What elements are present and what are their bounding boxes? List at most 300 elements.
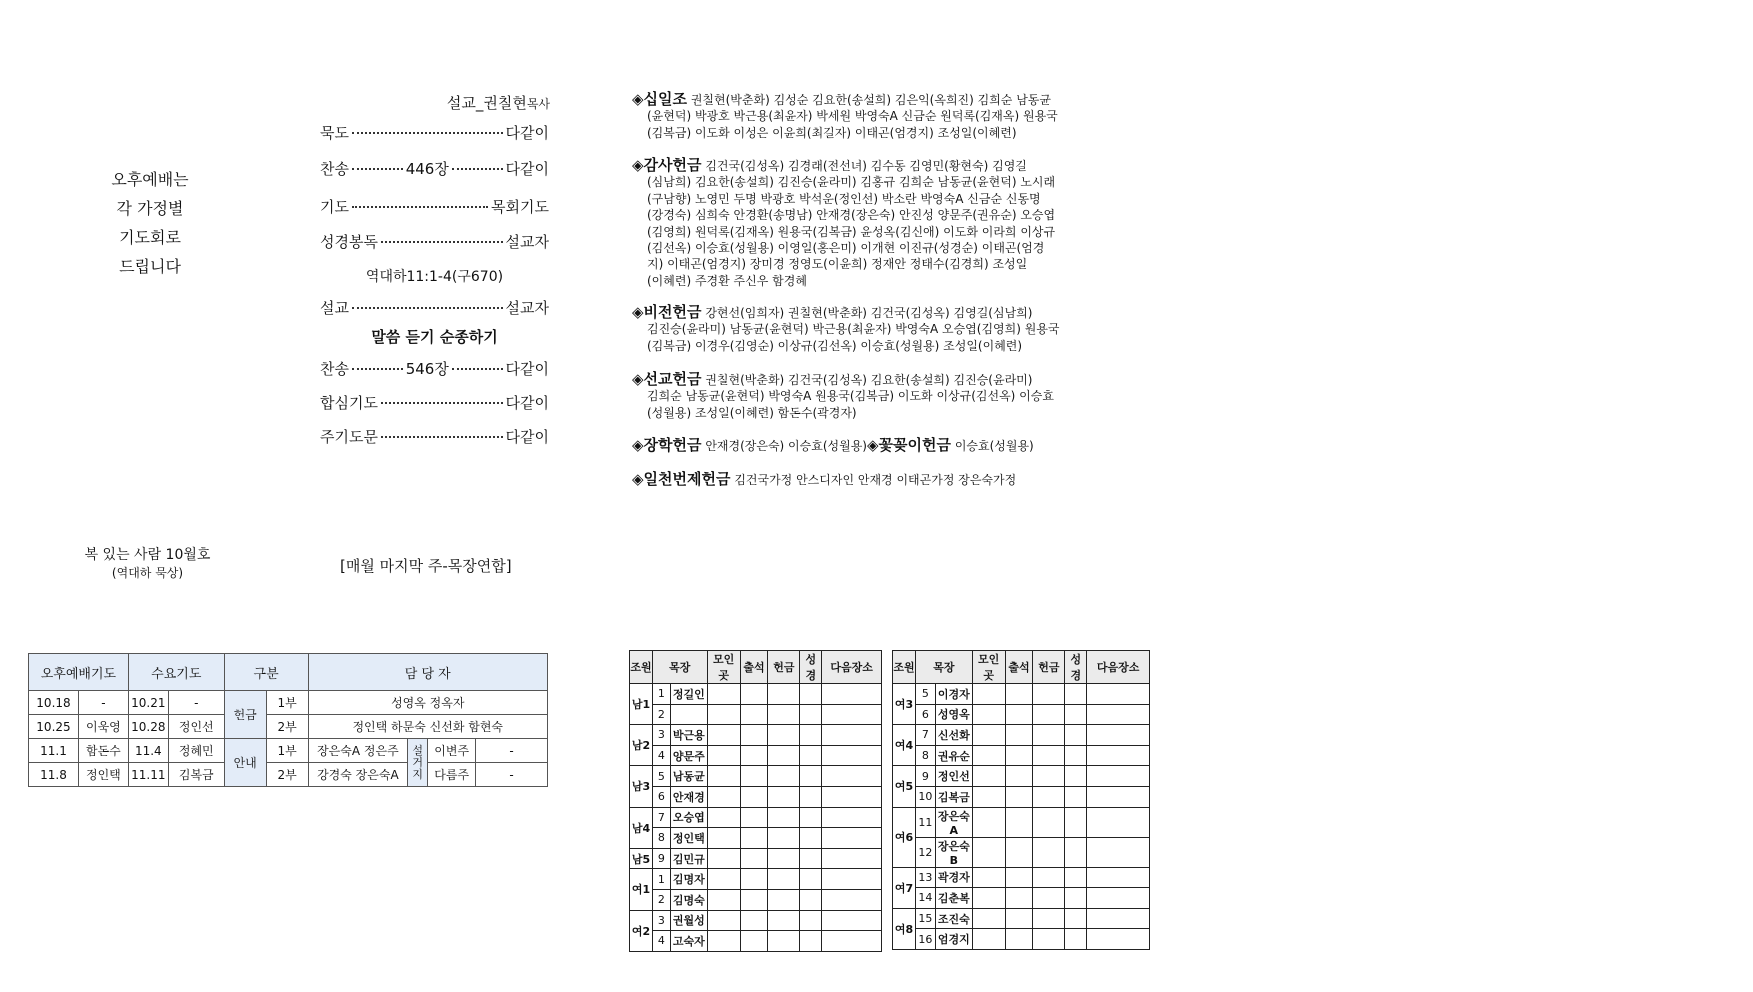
- blank-cell: [1005, 867, 1033, 888]
- group-label: 여8: [893, 908, 916, 949]
- member-number: 7: [915, 725, 935, 746]
- blank-cell: [740, 786, 768, 807]
- table-row: [29, 691, 548, 715]
- blank-cell: [1087, 704, 1150, 725]
- blank-cell: [707, 725, 740, 746]
- table-row: [893, 766, 1150, 787]
- table-row: [29, 739, 548, 763]
- thanks-offering-title: ◈감사헌금: [632, 156, 702, 174]
- mission-offering-section: [632, 371, 1152, 421]
- cleaning-value: -: [476, 763, 548, 787]
- blank-cell: [1065, 837, 1087, 867]
- blank-cell: [972, 908, 1005, 929]
- name-cell: -: [78, 691, 128, 715]
- cleaning-label-a: 설: [412, 743, 424, 757]
- attendance-body-left: [630, 684, 882, 952]
- scholarship-offering-title: ◈장학헌금: [632, 436, 702, 454]
- offering-part1-names: 성영옥 정옥자: [308, 691, 547, 715]
- prayer-notice: [85, 165, 215, 281]
- blank-cell: [1065, 725, 1087, 746]
- blank-cell: [1033, 704, 1065, 725]
- table-row: [630, 848, 882, 869]
- table-row: [630, 745, 882, 766]
- thanks-offering-line: 지) 이태곤(엄경지) 장미경 정영도(이윤희) 정재안 정태수(김경희) 조성일: [647, 257, 1028, 272]
- attendance-table-left: [629, 650, 882, 952]
- attendance-header-row: [630, 651, 882, 684]
- blank-cell: [768, 828, 800, 849]
- blank-cell: [740, 848, 768, 869]
- date-cell: 11.4: [128, 739, 168, 763]
- header-offering: 헌금: [1033, 651, 1065, 684]
- blank-cell: [972, 929, 1005, 950]
- member-name: 권유순: [935, 745, 972, 766]
- mission-offering-line: (성월용) 조성일(이혜련) 함돈수(곽경자): [647, 405, 857, 420]
- group-label: 남1: [630, 684, 653, 725]
- blank-cell: [707, 931, 740, 952]
- table-row: [893, 837, 1150, 867]
- blank-cell: [1065, 684, 1087, 705]
- member-name: 박근용: [670, 725, 707, 746]
- name-cell: 정인택: [78, 763, 128, 787]
- blank-cell: [740, 910, 768, 931]
- blank-cell: [740, 931, 768, 952]
- member-number: 6: [652, 786, 670, 807]
- member-number: 14: [915, 888, 935, 909]
- date-cell: 10.28: [128, 715, 168, 739]
- blank-cell: [740, 807, 768, 828]
- vision-offering-title: ◈비전헌금: [632, 303, 702, 321]
- order-leader: 목회기도: [491, 198, 549, 216]
- blank-cell: [707, 786, 740, 807]
- member-name: 장은숙A: [935, 807, 972, 837]
- member-name: 김춘복: [935, 888, 972, 909]
- blank-cell: [1005, 745, 1033, 766]
- header-member: 조원: [630, 651, 653, 684]
- prayer-notice-line: 각 가정별: [116, 199, 184, 218]
- blank-cell: [768, 745, 800, 766]
- dot-leader: [352, 206, 488, 208]
- blank-cell: [1087, 684, 1150, 705]
- member-name: 김민규: [670, 848, 707, 869]
- blessed-subtitle: (역대하 묵상): [111, 566, 184, 580]
- member-name: 정인택: [670, 828, 707, 849]
- member-name: 김명자: [670, 869, 707, 890]
- blank-cell: [822, 828, 882, 849]
- member-number: 6: [915, 704, 935, 725]
- member-number: 5: [915, 684, 935, 705]
- member-number: 2: [652, 889, 670, 910]
- header-cell-group: 목장: [915, 651, 972, 684]
- blank-cell: [1033, 725, 1065, 746]
- tithe-title: ◈십일조: [632, 90, 688, 108]
- blank-cell: [740, 704, 768, 725]
- prayer-notice-line: 드립니다: [119, 257, 181, 276]
- header-bible: 성경: [1065, 651, 1087, 684]
- blank-cell: [972, 725, 1005, 746]
- blank-cell: [822, 910, 882, 931]
- order-item-hymn-1: [320, 158, 549, 179]
- blank-cell: [800, 807, 822, 828]
- group-label: 여7: [893, 867, 916, 908]
- header-offering: 헌금: [768, 651, 800, 684]
- category-usher: 안내: [224, 739, 266, 787]
- member-name: 정인선: [935, 766, 972, 787]
- blank-cell: [822, 869, 882, 890]
- name-cell: 김복금: [168, 763, 224, 787]
- mission-offering-line: 김희순 남동균(윤현덕) 박영숙A 원용국(김복금) 이도화 이상규(김선옥) 이승효: [647, 389, 1054, 404]
- blank-cell: [768, 766, 800, 787]
- order-item-scripture-reading: [320, 231, 549, 252]
- member-number: 4: [652, 745, 670, 766]
- cleaning-label: [408, 739, 428, 787]
- group-label: 여4: [893, 725, 916, 766]
- order-label: 찬송: [320, 160, 349, 178]
- blank-cell: [768, 786, 800, 807]
- blank-cell: [707, 848, 740, 869]
- tithe-line: (김복금) 이도화 이성은 이윤희(최길자) 이태곤(엄경지) 조성일(이혜련): [647, 125, 1017, 140]
- flower-offering-names: 이승효(성월용): [954, 439, 1034, 453]
- dot-leader: [381, 241, 503, 243]
- blank-cell: [1005, 908, 1033, 929]
- member-name: 조진숙: [935, 908, 972, 929]
- member-number: 5: [652, 766, 670, 787]
- tithe-line: 권칠현(박춘화) 김성순 김요한(송설희) 김은익(옥희진) 김희순 남동균: [690, 93, 1051, 107]
- group-label: 남4: [630, 807, 653, 848]
- blank-cell: [1005, 725, 1033, 746]
- header-category: 구분: [224, 654, 308, 691]
- vision-offering-section: [632, 304, 1152, 354]
- thanks-offering-line: (이혜련) 주경환 주신우 함경혜: [647, 273, 807, 288]
- member-number: 13: [915, 867, 935, 888]
- table-row: [29, 715, 548, 739]
- group-label: 여1: [630, 869, 653, 910]
- member-number: 10: [915, 786, 935, 807]
- member-name: 양문주: [670, 745, 707, 766]
- order-label: 합심기도: [320, 394, 378, 412]
- blank-cell: [800, 869, 822, 890]
- blank-cell: [800, 828, 822, 849]
- blank-cell: [972, 888, 1005, 909]
- name-cell: 함돈수: [78, 739, 128, 763]
- header-person-in-charge: 담 당 자: [308, 654, 547, 691]
- member-number: 16: [915, 929, 935, 950]
- order-leader: 다같이: [505, 428, 549, 446]
- dot-leader: [381, 402, 503, 404]
- attendance-body-right: [893, 684, 1150, 950]
- blank-cell: [972, 786, 1005, 807]
- blank-cell: [1065, 867, 1087, 888]
- header-attendance: 출석: [1005, 651, 1033, 684]
- dot-leader: [352, 168, 403, 170]
- blank-cell: [972, 766, 1005, 787]
- blank-cell: [1033, 888, 1065, 909]
- blank-cell: [768, 848, 800, 869]
- scholarship-offering-names: 안재경(장은숙) 이승효(성월용): [705, 439, 867, 453]
- blank-cell: [707, 684, 740, 705]
- member-number: 9: [652, 848, 670, 869]
- cleaning-name: 이변주: [428, 739, 476, 763]
- member-name: 정길인: [670, 684, 707, 705]
- cleaning-value: -: [476, 739, 548, 763]
- dot-leader: [452, 368, 503, 370]
- order-leader: 설교자: [505, 299, 549, 317]
- table-row: [893, 786, 1150, 807]
- table-row: [630, 910, 882, 931]
- blank-cell: [740, 684, 768, 705]
- order-label: 주기도문: [320, 428, 378, 446]
- member-number: 7: [652, 807, 670, 828]
- group-label: 여2: [630, 910, 653, 951]
- table-row: [630, 725, 882, 746]
- blank-cell: [800, 786, 822, 807]
- blank-cell: [1033, 837, 1065, 867]
- member-name: 안재경: [670, 786, 707, 807]
- blank-cell: [740, 766, 768, 787]
- blank-cell: [1065, 807, 1087, 837]
- dot-leader: [352, 307, 503, 309]
- blank-cell: [768, 910, 800, 931]
- blank-cell: [707, 869, 740, 890]
- date-cell: 11.8: [29, 763, 79, 787]
- group-label: 남5: [630, 848, 653, 869]
- blank-cell: [1065, 908, 1087, 929]
- prayer-notice-line: 오후예배는: [111, 170, 189, 189]
- member-number: 11: [915, 807, 935, 837]
- blank-cell: [1087, 837, 1150, 867]
- header-member: 조원: [893, 651, 916, 684]
- order-item-prayer: [320, 196, 549, 217]
- date-cell: 10.21: [128, 691, 168, 715]
- table-row: [893, 704, 1150, 725]
- sermon-title-main: 설교_권칠현: [446, 94, 527, 112]
- blank-cell: [822, 807, 882, 828]
- blank-cell: [740, 889, 768, 910]
- blank-cell: [1033, 786, 1065, 807]
- blank-cell: [800, 889, 822, 910]
- blank-cell: [707, 910, 740, 931]
- blank-cell: [1005, 766, 1033, 787]
- thanks-offering-line: 김건국(김성옥) 김경래(전선녀) 김수동 김영민(황현숙) 김영길: [705, 159, 1027, 173]
- thanks-offering-line: (김영희) 원덕록(김재옥) 원용국(김복금) 윤성옥(김신애) 이도화 이라희 이상규: [647, 224, 1056, 239]
- table-row: [630, 684, 882, 705]
- blank-cell: [822, 889, 882, 910]
- table-row: [893, 684, 1150, 705]
- blank-cell: [1033, 929, 1065, 950]
- thousandth-offering-section: [632, 471, 1152, 488]
- part-cell: 1부: [266, 691, 308, 715]
- blank-cell: [768, 889, 800, 910]
- order-label: 기도: [320, 198, 349, 216]
- member-number: 15: [915, 908, 935, 929]
- blank-cell: [972, 704, 1005, 725]
- member-name: [670, 704, 707, 725]
- blank-cell: [1005, 704, 1033, 725]
- blank-cell: [822, 745, 882, 766]
- order-item-silent-prayer: [320, 122, 549, 143]
- thanks-offering-line: (구남향) 노영민 두명 박광호 박석운(정인선) 박소란 박영숙A 신금순 신동명: [647, 191, 1041, 206]
- date-cell: 10.25: [29, 715, 79, 739]
- member-name: 오승엽: [670, 807, 707, 828]
- vision-offering-line: 김진승(윤라미) 남동균(윤현덕) 박근용(최윤자) 박영숙A 오승엽(김영희) 원용국: [647, 322, 1060, 337]
- sermon-title: [380, 92, 550, 113]
- thanks-offering-section: [632, 157, 1152, 289]
- header-next-place: 다음장소: [822, 651, 882, 684]
- blank-cell: [800, 684, 822, 705]
- blank-cell: [822, 725, 882, 746]
- order-item-lords-prayer: [320, 426, 549, 447]
- order-leader: 설교자: [505, 233, 549, 251]
- member-number: 1: [652, 869, 670, 890]
- member-number: 12: [915, 837, 935, 867]
- blank-cell: [1033, 908, 1065, 929]
- group-label: 여3: [893, 684, 916, 725]
- blank-cell: [707, 807, 740, 828]
- header-meeting-place: 모인곳: [972, 651, 1005, 684]
- blank-cell: [1087, 867, 1150, 888]
- part-cell: 1부: [266, 739, 308, 763]
- part-cell: 2부: [266, 715, 308, 739]
- blank-cell: [800, 848, 822, 869]
- member-name: 신선화: [935, 725, 972, 746]
- order-item-sermon: [320, 297, 549, 318]
- blank-cell: [800, 704, 822, 725]
- order-leader: 다같이: [505, 394, 549, 412]
- blank-cell: [1065, 929, 1087, 950]
- header-attendance: 출석: [740, 651, 768, 684]
- member-name: 고숙자: [670, 931, 707, 952]
- attendance-table-right: [892, 650, 1150, 950]
- vision-offering-line: 강현선(임희자) 권칠현(박춘화) 김건국(김성옥) 김영길(심남희): [705, 306, 1033, 320]
- member-number: 4: [652, 931, 670, 952]
- name-cell: 정인선: [168, 715, 224, 739]
- blank-cell: [1065, 888, 1087, 909]
- member-number: 9: [915, 766, 935, 787]
- blank-cell: [972, 745, 1005, 766]
- member-name: 김복금: [935, 786, 972, 807]
- hymn-number: 446장: [405, 160, 449, 178]
- usher-part2-names: 강경숙 장은숙A: [308, 763, 408, 787]
- blank-cell: [1087, 929, 1150, 950]
- scripture-reference: 역대하11:1-4(구670): [365, 269, 504, 285]
- table-row: [893, 745, 1150, 766]
- member-name: 권월성: [670, 910, 707, 931]
- blank-cell: [1033, 745, 1065, 766]
- blank-cell: [1065, 745, 1087, 766]
- blank-cell: [707, 704, 740, 725]
- blank-cell: [800, 745, 822, 766]
- sermon-theme: 말씀 듣기 순종하기: [371, 328, 498, 346]
- blank-cell: [1087, 725, 1150, 746]
- blank-cell: [707, 889, 740, 910]
- blank-cell: [972, 837, 1005, 867]
- duty-header-row: [29, 654, 548, 691]
- category-offering: 헌금: [224, 691, 266, 739]
- name-cell: 정혜민: [168, 739, 224, 763]
- blank-cell: [768, 931, 800, 952]
- name-cell: -: [168, 691, 224, 715]
- header-cell-group: 목장: [652, 651, 707, 684]
- group-label: 여5: [893, 766, 916, 807]
- member-name: 엄경지: [935, 929, 972, 950]
- blank-cell: [1005, 837, 1033, 867]
- group-label: 남3: [630, 766, 653, 807]
- dot-leader: [452, 168, 503, 170]
- monthly-note: [매월 마지막 주-목장연합]: [340, 557, 512, 575]
- order-leader: 다같이: [505, 124, 549, 142]
- blank-cell: [1087, 786, 1150, 807]
- member-name: 성영옥: [935, 704, 972, 725]
- tithe-section: [632, 91, 1152, 141]
- cleaning-label-b: 거지: [412, 755, 424, 781]
- blank-cell: [822, 704, 882, 725]
- order-item-hymn-2: [320, 358, 549, 379]
- blank-cell: [1033, 766, 1065, 787]
- table-row: [893, 807, 1150, 837]
- cleaning-name: 다름주: [428, 763, 476, 787]
- blank-cell: [768, 684, 800, 705]
- duty-table: [28, 653, 548, 787]
- blank-cell: [707, 766, 740, 787]
- member-number: 3: [652, 910, 670, 931]
- member-number: 2: [652, 704, 670, 725]
- date-cell: 10.18: [29, 691, 79, 715]
- blank-cell: [1005, 786, 1033, 807]
- flower-offering-title: ◈꽃꽂이헌금: [866, 436, 951, 454]
- blank-cell: [1033, 684, 1065, 705]
- member-name: 남동균: [670, 766, 707, 787]
- blank-cell: [1087, 807, 1150, 837]
- blank-cell: [740, 828, 768, 849]
- blank-cell: [1087, 888, 1150, 909]
- table-row: [630, 786, 882, 807]
- header-next-place: 다음장소: [1087, 651, 1150, 684]
- blank-cell: [800, 725, 822, 746]
- table-row: [630, 869, 882, 890]
- table-row: [630, 807, 882, 828]
- table-row: [630, 889, 882, 910]
- member-name: 이경자: [935, 684, 972, 705]
- dot-leader: [381, 436, 503, 438]
- blank-cell: [768, 725, 800, 746]
- blank-cell: [1087, 908, 1150, 929]
- vision-offering-line: (김복금) 이경우(김영순) 이상규(김선옥) 이승효(성월용) 조성일(이혜련): [647, 338, 1023, 353]
- order-label: 묵도: [320, 124, 349, 142]
- blank-cell: [822, 786, 882, 807]
- blank-cell: [822, 931, 882, 952]
- blank-cell: [1087, 745, 1150, 766]
- blank-cell: [1005, 684, 1033, 705]
- thanks-offering-line: (김선옥) 이승효(성월용) 이영일(홍은미) 이개현 이진규(성경순) 이태곤(엄경: [647, 241, 1045, 256]
- blank-cell: [768, 807, 800, 828]
- blank-cell: [740, 725, 768, 746]
- blank-cell: [1033, 867, 1065, 888]
- blessed-title: 복 있는 사람 10월호: [84, 547, 211, 563]
- order-leader: 다같이: [505, 160, 549, 178]
- blank-cell: [1087, 766, 1150, 787]
- table-row: [630, 828, 882, 849]
- blank-cell: [822, 684, 882, 705]
- thanks-offering-line: (강경숙) 심희숙 안경환(송명남) 안재경(장은숙) 안진성 양문주(권유순) 오승엽: [647, 208, 1056, 223]
- tithe-line: (윤현덕) 박광호 박근용(최윤자) 박세원 박영숙A 신금순 원덕록(김재옥) 원용국: [647, 109, 1058, 124]
- prayer-notice-line: 기도회로: [119, 228, 181, 247]
- attendance-header-row: [893, 651, 1150, 684]
- blank-cell: [972, 807, 1005, 837]
- usher-part1-names: 장은숙A 정은주: [308, 739, 408, 763]
- thanks-offering-line: (심남희) 김요한(송설희) 김진승(윤라미) 김홍규 김희순 남동균(윤현덕) 노시래: [647, 175, 1056, 190]
- group-label: 남2: [630, 725, 653, 766]
- blank-cell: [800, 931, 822, 952]
- order-label: 설교: [320, 299, 349, 317]
